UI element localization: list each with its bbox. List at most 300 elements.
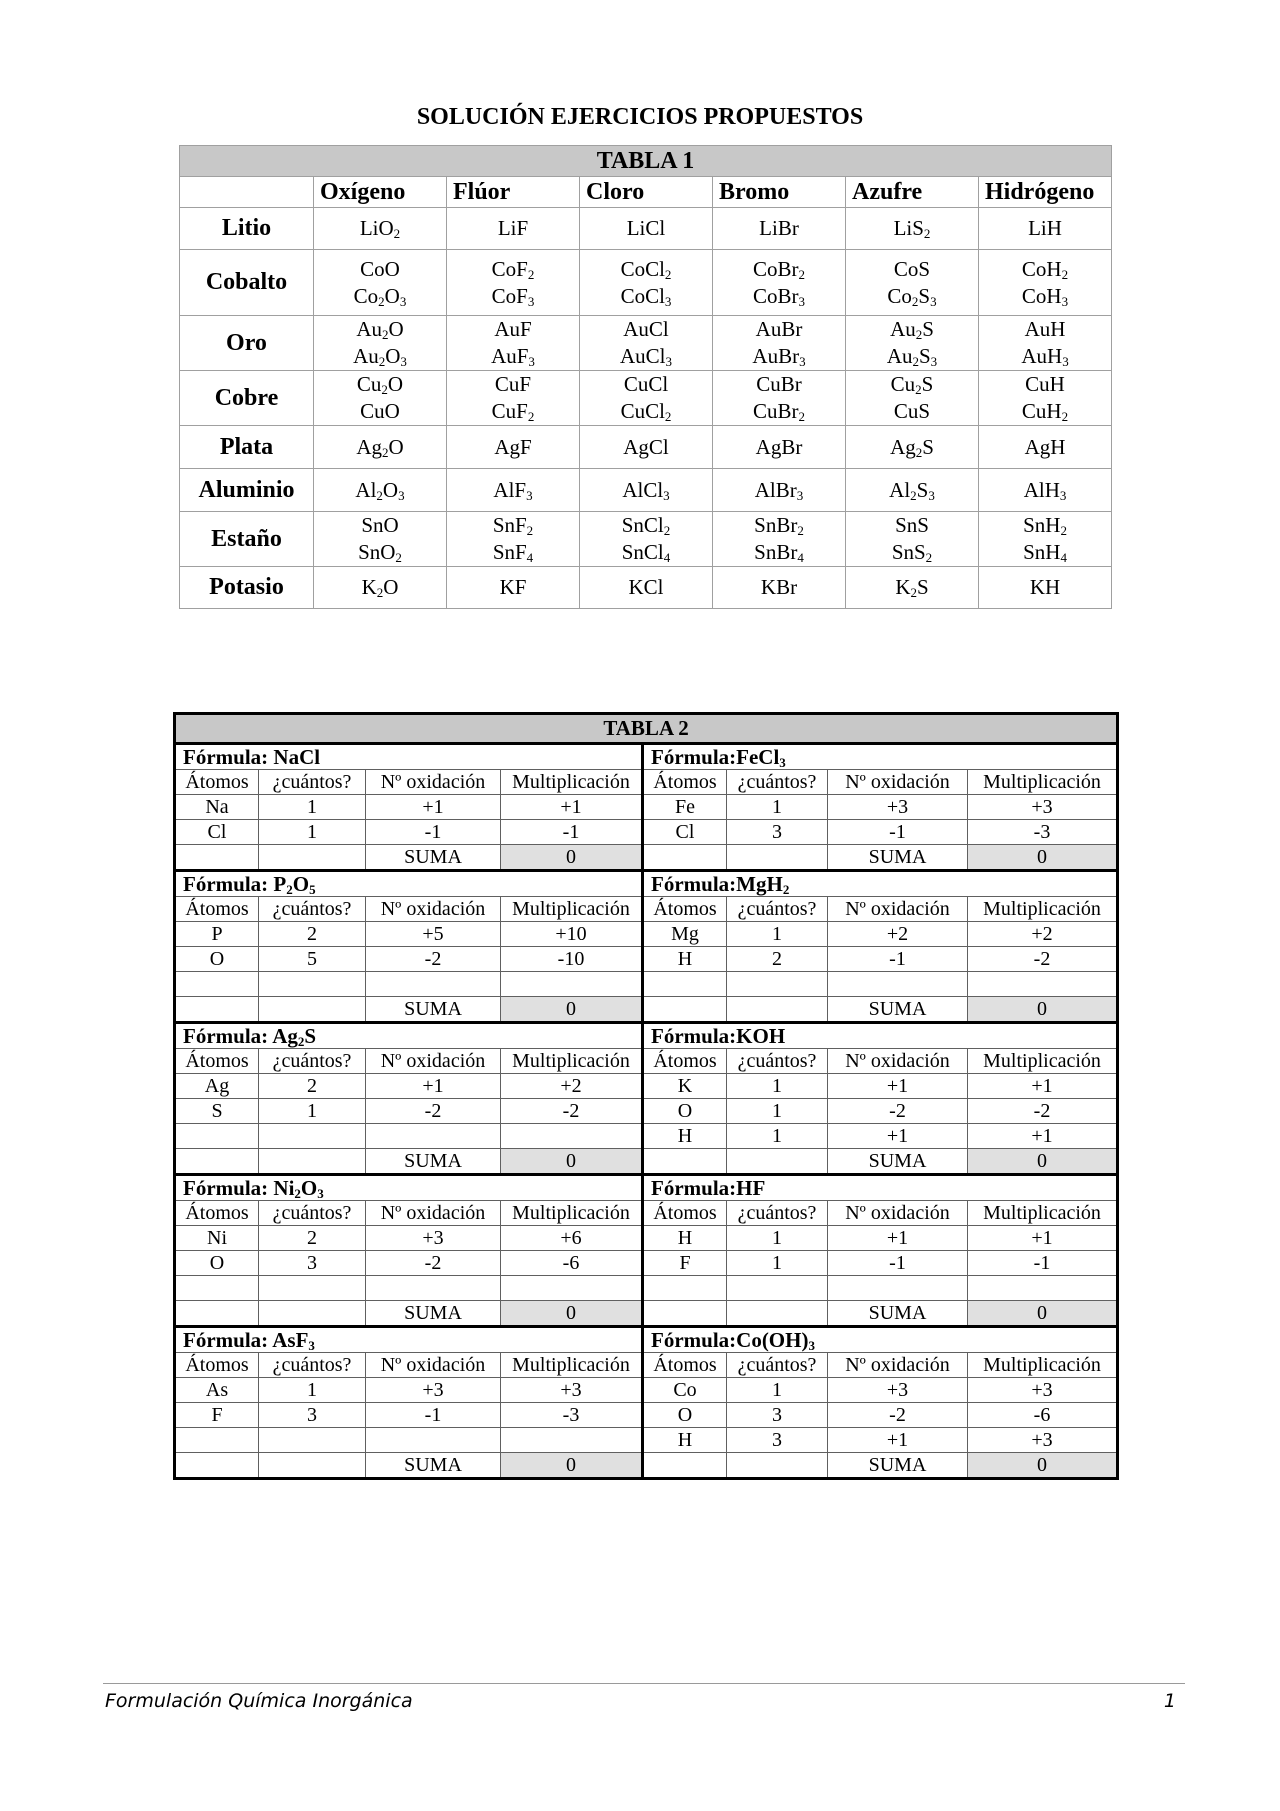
atom-cell <box>259 1276 366 1301</box>
atom-cell: 3 <box>259 1251 366 1276</box>
formula: KBr <box>760 575 798 599</box>
atom-cell: +1 <box>366 795 501 820</box>
column-header: ¿cuántos? <box>727 897 828 922</box>
atom-cell <box>968 972 1118 997</box>
atom-row <box>175 1428 1118 1453</box>
suma-label: SUMA <box>366 845 501 871</box>
compound-cell <box>314 316 447 371</box>
column-header: Átomos <box>175 770 259 795</box>
formula: SnS$_2$ <box>891 540 933 565</box>
compound-cell <box>979 208 1112 250</box>
column-header: Nº oxidación <box>366 1049 501 1074</box>
atom-cell: 1 <box>727 1226 828 1251</box>
column-header: Multiplicación <box>501 1049 643 1074</box>
atom-cell: -2 <box>828 1099 968 1124</box>
formula: CoF$_2$ <box>491 256 535 282</box>
atom-cell: +3 <box>968 1428 1118 1453</box>
empty-cell <box>643 1453 727 1479</box>
formula: $Al_2O_3$ <box>355 477 405 503</box>
formula-label-row <box>175 871 1118 897</box>
formula: AlCl$_3$ <box>622 477 670 503</box>
atom-cell <box>828 1276 968 1301</box>
atom-cell <box>501 1428 643 1453</box>
suma-label: SUMA <box>366 997 501 1023</box>
suma-row <box>175 1149 1118 1175</box>
atom-cell: 2 <box>727 947 828 972</box>
atom-cell: Mg <box>643 922 727 947</box>
atom-cell <box>501 972 643 997</box>
compound-cell <box>447 250 580 316</box>
formula: LiH <box>1028 216 1062 240</box>
page-number: 1 <box>1163 1690 1176 1712</box>
column-header: Átomos <box>643 1353 727 1378</box>
formula: SnCl$_4$ <box>621 540 671 565</box>
atom-cell: +3 <box>366 1226 501 1251</box>
atom-cell: H <box>643 947 727 972</box>
element-name: Oro <box>180 316 314 371</box>
atom-cell: -1 <box>501 820 643 845</box>
compound-cell <box>713 512 846 567</box>
compound-cell <box>580 371 713 426</box>
compound-cell <box>314 371 447 426</box>
formula: CuH <box>1025 372 1065 396</box>
formula: LiO$_2$ <box>359 216 401 241</box>
formula-label: Fórmula:KOH <box>643 1023 1118 1049</box>
column-header: ¿cuántos? <box>727 1353 828 1378</box>
atom-cell <box>501 1276 643 1301</box>
suma-label: SUMA <box>828 845 968 871</box>
column-header: ¿cuántos? <box>259 1201 366 1226</box>
atom-cell: -2 <box>501 1099 643 1124</box>
atom-cell: 1 <box>727 1099 828 1124</box>
formula: CuF$_2$ <box>491 399 535 424</box>
column-header: Bromo <box>713 177 846 208</box>
formula-label: Fórmula:FeCl$_3$ <box>643 744 1118 770</box>
atom-cell: -2 <box>366 947 501 972</box>
formula: $Al_2S_3$ <box>889 477 935 503</box>
formula-label: Fórmula: AsF$_3$ <box>175 1327 643 1353</box>
formula: SnH$_2$ <box>1023 513 1067 538</box>
atom-cell: P <box>175 922 259 947</box>
column-header: Átomos <box>175 1353 259 1378</box>
atom-cell: +6 <box>501 1226 643 1251</box>
atom-cell: 1 <box>727 1124 828 1149</box>
formula: KH <box>1029 575 1061 599</box>
column-header: Multiplicación <box>501 897 643 922</box>
suma-label: SUMA <box>828 997 968 1023</box>
suma-label: SUMA <box>366 1453 501 1479</box>
formula: CoBr$_3$ <box>752 283 805 309</box>
suma-value: 0 <box>501 1149 643 1175</box>
formula: LiCl <box>626 216 666 240</box>
atom-cell: Cl <box>643 820 727 845</box>
column-header: Nº oxidación <box>828 1049 968 1074</box>
formula: AuCl <box>623 317 669 341</box>
formula: $Au_2O_3$ <box>353 344 407 369</box>
atom-cell: Na <box>175 795 259 820</box>
column-header: Multiplicación <box>501 770 643 795</box>
formula: KCl <box>628 575 664 599</box>
formula: AuF$_3$ <box>491 344 535 369</box>
empty-cell <box>727 1149 828 1175</box>
column-header-row <box>175 1353 1118 1378</box>
formula: CuBr <box>756 372 802 396</box>
compound-cell <box>846 567 979 609</box>
compound-cell <box>846 316 979 371</box>
suma-value: 0 <box>968 1453 1118 1479</box>
page-title: SOLUCIÓN EJERCICIOS PROPUESTOS <box>416 104 864 130</box>
atom-cell: +1 <box>828 1074 968 1099</box>
atom-cell: 2 <box>259 922 366 947</box>
suma-row <box>175 1453 1118 1479</box>
atom-cell: 5 <box>259 947 366 972</box>
formula: $Au_2O$ <box>356 317 404 342</box>
suma-value: 0 <box>968 1149 1118 1175</box>
column-header-row <box>175 770 1118 795</box>
formula: SnF$_2$ <box>492 513 534 538</box>
column-header: Nº oxidación <box>366 897 501 922</box>
atom-cell: -2 <box>828 1403 968 1428</box>
compound-cell <box>447 512 580 567</box>
empty-cell <box>259 1301 366 1327</box>
atom-cell: +3 <box>968 1378 1118 1403</box>
empty-cell <box>643 845 727 871</box>
element-name: Cobre <box>180 371 314 426</box>
atom-cell: -1 <box>968 1251 1118 1276</box>
atom-cell <box>366 972 501 997</box>
formula: AgCl <box>623 434 669 459</box>
formula: AuH <box>1024 317 1066 341</box>
atom-cell: +1 <box>501 795 643 820</box>
tabla-1 <box>179 145 1112 609</box>
compound-cell <box>580 426 713 469</box>
element-name: Potasio <box>180 567 314 609</box>
atom-cell <box>259 1124 366 1149</box>
atom-cell: F <box>643 1251 727 1276</box>
atom-cell: O <box>643 1099 727 1124</box>
formula: AgBr <box>755 434 803 459</box>
compound-cell <box>846 426 979 469</box>
compound-cell <box>713 316 846 371</box>
atom-cell: 3 <box>727 1403 828 1428</box>
formula: AuH$_3$ <box>1021 344 1069 369</box>
compound-cell <box>447 371 580 426</box>
empty-cell <box>175 1453 259 1479</box>
suma-value: 0 <box>968 1301 1118 1327</box>
atom-cell: 1 <box>259 1099 366 1124</box>
atom-cell <box>366 1124 501 1149</box>
formula: CuH$_2$ <box>1021 399 1069 424</box>
atom-cell: +1 <box>828 1226 968 1251</box>
compound-cell <box>846 250 979 316</box>
tabla-1-caption: TABLA 1 <box>180 146 1112 177</box>
element-name: Plata <box>180 426 314 469</box>
atom-cell: +1 <box>828 1428 968 1453</box>
compound-cell <box>979 250 1112 316</box>
atom-cell: 1 <box>727 1074 828 1099</box>
formula: CoBr$_2$ <box>752 256 805 282</box>
atom-cell: +2 <box>968 922 1118 947</box>
formula: $Ag_2S$ <box>890 434 934 460</box>
formula: KF <box>499 575 527 599</box>
atom-cell: -2 <box>366 1251 501 1276</box>
atom-cell: +1 <box>968 1226 1118 1251</box>
formula-label: Fórmula: $Ni_2O_3$ <box>175 1175 643 1201</box>
compound-cell <box>447 469 580 512</box>
compound-cell <box>846 512 979 567</box>
formula-label: $Fórmula:Co(OH)_3$ <box>643 1327 1118 1353</box>
empty-cell <box>727 997 828 1023</box>
suma-value: 0 <box>968 845 1118 871</box>
tabla-2 <box>173 712 1119 1480</box>
atom-cell <box>968 1276 1118 1301</box>
empty-cell <box>727 845 828 871</box>
element-name: Estaño <box>180 512 314 567</box>
formula: $Au_2S$ <box>890 317 934 342</box>
formula: CuF <box>494 372 532 396</box>
column-header: ¿cuántos? <box>727 770 828 795</box>
suma-label: SUMA <box>828 1149 968 1175</box>
formula: AlH$_3$ <box>1023 477 1067 503</box>
column-header: Átomos <box>175 897 259 922</box>
empty-cell <box>643 997 727 1023</box>
empty-cell <box>727 1453 828 1479</box>
column-header: Cloro <box>580 177 713 208</box>
formula: CoS <box>893 256 931 281</box>
suma-label: SUMA <box>366 1149 501 1175</box>
formula: AuBr$_3$ <box>752 344 806 369</box>
column-header: ¿cuántos? <box>259 897 366 922</box>
element-row <box>180 512 1112 567</box>
compound-cell <box>314 567 447 609</box>
compound-cell <box>846 208 979 250</box>
formula: $Co_2S_3$ <box>887 283 937 309</box>
column-header: Nº oxidación <box>828 1201 968 1226</box>
column-header: Hidrógeno <box>979 177 1112 208</box>
suma-row <box>175 1301 1118 1327</box>
atom-cell: -3 <box>968 820 1118 845</box>
compound-cell <box>314 208 447 250</box>
formula: CuCl <box>623 372 669 396</box>
atom-cell: 1 <box>727 1378 828 1403</box>
suma-value: 0 <box>501 997 643 1023</box>
atom-row <box>175 972 1118 997</box>
column-header: Átomos <box>643 1201 727 1226</box>
atom-cell: H <box>643 1226 727 1251</box>
atom-cell: 3 <box>727 820 828 845</box>
atom-row <box>175 922 1118 947</box>
empty-cell <box>175 1149 259 1175</box>
compound-cell <box>846 371 979 426</box>
column-header: Átomos <box>643 1049 727 1074</box>
atom-row <box>175 1099 1118 1124</box>
atom-cell: +2 <box>828 922 968 947</box>
compound-cell <box>447 567 580 609</box>
atom-row <box>175 1226 1118 1251</box>
column-header-row <box>175 897 1118 922</box>
atom-cell: -1 <box>366 1403 501 1428</box>
atom-cell <box>175 1124 259 1149</box>
atom-cell: 1 <box>259 1378 366 1403</box>
formula: CoF$_3$ <box>491 283 535 309</box>
element-row <box>180 371 1112 426</box>
compound-cell <box>580 208 713 250</box>
column-header: ¿cuántos? <box>259 1049 366 1074</box>
compound-cell <box>314 512 447 567</box>
formula: $K_2O$ <box>361 575 399 600</box>
atom-cell: 1 <box>259 795 366 820</box>
atom-cell <box>643 972 727 997</box>
atom-cell: 1 <box>259 820 366 845</box>
atom-row <box>175 1251 1118 1276</box>
atom-cell: -2 <box>968 947 1118 972</box>
atom-cell: +1 <box>968 1124 1118 1149</box>
column-header: Azufre <box>846 177 979 208</box>
suma-label: SUMA <box>366 1301 501 1327</box>
footer-title: Formulación Química Inorgánica <box>105 1690 413 1712</box>
column-header-row <box>175 1049 1118 1074</box>
formula: CuS <box>893 399 931 423</box>
atom-cell <box>643 1276 727 1301</box>
formula: $Ag_2O$ <box>356 434 404 460</box>
footer-divider <box>103 1683 1185 1684</box>
formula-label-row <box>175 1023 1118 1049</box>
compound-cell <box>713 469 846 512</box>
suma-value: 0 <box>501 1301 643 1327</box>
column-header: Átomos <box>643 770 727 795</box>
formula: CuBr$_2$ <box>752 399 805 424</box>
atom-cell: +1 <box>968 1074 1118 1099</box>
formula: $Co_2O_3$ <box>353 283 407 309</box>
compound-cell <box>979 371 1112 426</box>
atom-cell: 2 <box>259 1074 366 1099</box>
compound-cell <box>979 469 1112 512</box>
compound-cell <box>314 426 447 469</box>
formula: AgF <box>494 434 532 459</box>
formula-label: Fórmula:HF <box>643 1175 1118 1201</box>
atom-cell: 1 <box>727 795 828 820</box>
formula: AlBr$_3$ <box>754 477 804 503</box>
compound-cell <box>979 316 1112 371</box>
suma-value: 0 <box>501 1453 643 1479</box>
atom-cell: -10 <box>501 947 643 972</box>
column-header: Nº oxidación <box>828 770 968 795</box>
column-header: Multiplicación <box>968 897 1118 922</box>
atom-cell: S <box>175 1099 259 1124</box>
atom-cell: 3 <box>727 1428 828 1453</box>
formula: CoH$_2$ <box>1021 256 1069 282</box>
atom-cell: -1 <box>828 1251 968 1276</box>
formula: SnBr$_4$ <box>754 540 804 565</box>
atom-cell: H <box>643 1124 727 1149</box>
empty-cell <box>259 997 366 1023</box>
atom-cell: +3 <box>828 795 968 820</box>
compound-cell <box>979 567 1112 609</box>
formula: CoO <box>360 256 400 281</box>
formula: SnF$_4$ <box>492 540 534 565</box>
formula: SnCl$_2$ <box>621 513 671 538</box>
atom-cell: Cl <box>175 820 259 845</box>
element-row <box>180 567 1112 609</box>
element-row <box>180 250 1112 316</box>
compound-cell <box>713 250 846 316</box>
formula: $Cu_2S$ <box>890 372 934 397</box>
atom-cell <box>727 972 828 997</box>
compound-cell <box>580 512 713 567</box>
suma-label: SUMA <box>828 1453 968 1479</box>
compound-cell <box>314 469 447 512</box>
atom-cell: +3 <box>968 795 1118 820</box>
formula: LiF <box>497 216 529 240</box>
atom-cell: Ni <box>175 1226 259 1251</box>
suma-row <box>175 845 1118 871</box>
formula: LiS$_2$ <box>893 216 931 241</box>
atom-cell: 3 <box>259 1403 366 1428</box>
formula: $Au_2S_3$ <box>886 344 938 369</box>
atom-cell <box>259 972 366 997</box>
formula: CuO <box>360 399 400 423</box>
column-header: ¿cuántos? <box>727 1049 828 1074</box>
element-row <box>180 426 1112 469</box>
atom-cell: O <box>643 1403 727 1428</box>
element-name: Litio <box>180 208 314 250</box>
compound-cell <box>447 208 580 250</box>
column-header: Átomos <box>175 1201 259 1226</box>
compound-cell <box>713 426 846 469</box>
formula: SnO$_2$ <box>358 540 402 565</box>
atom-cell: Fe <box>643 795 727 820</box>
column-header: Nº oxidación <box>366 1201 501 1226</box>
column-header: Nº oxidación <box>828 897 968 922</box>
suma-row <box>175 997 1118 1023</box>
atom-cell <box>259 1428 366 1453</box>
atom-cell <box>828 972 968 997</box>
atom-cell: 1 <box>727 1251 828 1276</box>
atom-cell: Ag <box>175 1074 259 1099</box>
column-header: Multiplicación <box>968 1353 1118 1378</box>
formula-label: Fórmula: NaCl <box>175 744 643 770</box>
atom-cell: +3 <box>828 1378 968 1403</box>
column-header: Multiplicación <box>501 1353 643 1378</box>
compound-cell <box>979 512 1112 567</box>
column-header-row <box>175 1201 1118 1226</box>
empty-cell <box>175 997 259 1023</box>
atom-cell: -2 <box>968 1099 1118 1124</box>
empty-cell <box>727 1301 828 1327</box>
atom-row <box>175 1403 1118 1428</box>
formula: SnS <box>895 513 929 537</box>
atom-cell <box>501 1124 643 1149</box>
formula-label: Fórmula:MgH$_2$ <box>643 871 1118 897</box>
formula: CoCl$_2$ <box>620 256 672 282</box>
atom-row <box>175 1124 1118 1149</box>
column-header: Átomos <box>175 1049 259 1074</box>
formula: CuCl$_2$ <box>620 399 672 424</box>
atom-cell: +3 <box>366 1378 501 1403</box>
compound-cell <box>846 469 979 512</box>
formula: AuF <box>494 317 532 341</box>
compound-cell <box>580 250 713 316</box>
compound-cell <box>713 371 846 426</box>
atom-cell <box>175 1276 259 1301</box>
atom-row <box>175 947 1118 972</box>
column-header: Flúor <box>447 177 580 208</box>
atom-cell: As <box>175 1378 259 1403</box>
atom-cell: K <box>643 1074 727 1099</box>
formula: $Cu_2O$ <box>356 372 404 397</box>
empty-cell <box>259 845 366 871</box>
atom-cell: +1 <box>828 1124 968 1149</box>
